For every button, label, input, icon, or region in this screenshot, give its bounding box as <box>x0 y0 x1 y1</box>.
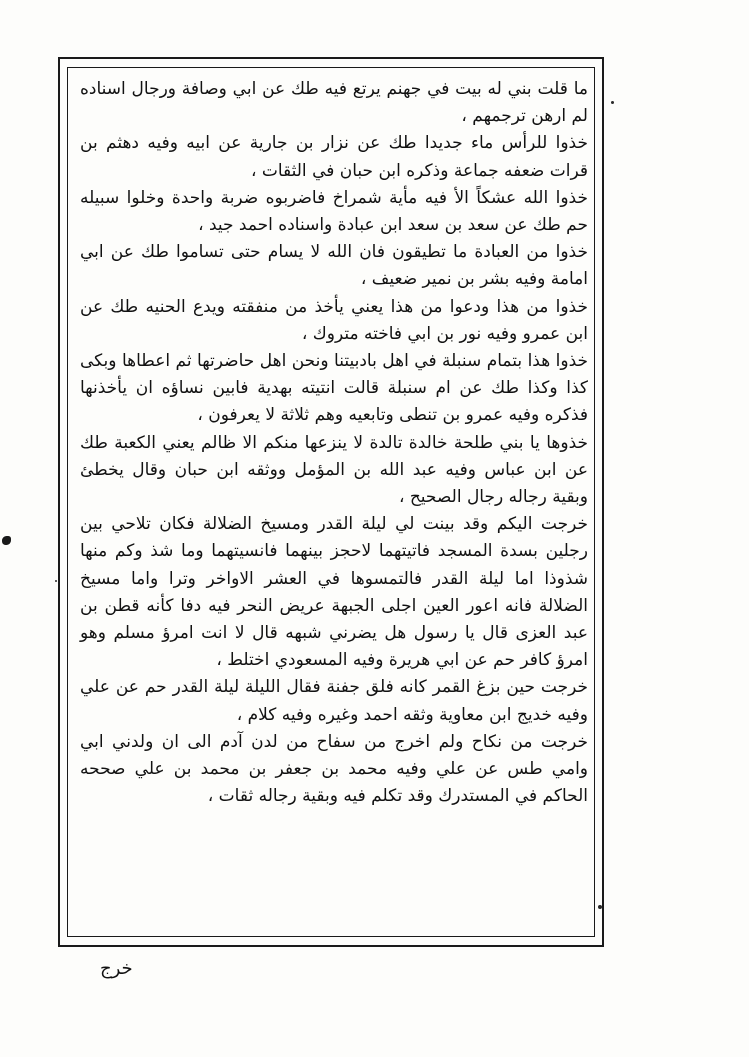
hadith-entry: ما قلت بني له بيت في جهنم يرتع فيه طك عن ابي وصافة ورجال اسناده لم ارهن ترجمهم ، <box>80 79 588 127</box>
hadith-entry: خرجت من نكاح ولم اخرج من سفاح من لدن آدم الى ان ولدني ابي وامي طس عن علي وفيه محمد بن جعفر بن محمد بن علي صححه الحاكم في المستدرك وقد تكلم فيه وبقية رجاله ثقات ، <box>80 731 588 807</box>
ink-speck <box>611 101 614 104</box>
margin-ink-mark <box>2 536 11 545</box>
ink-speck <box>55 580 57 582</box>
catchword: خرج <box>100 958 133 979</box>
hadith-entry: خرجت حين بزغ القمر كانه فلق جفنة فقال الليلة ليلة القدر حم عن علي وفيه خديج ابن معاوية وثقه احمد وغيره وفيه كلام ، <box>80 677 588 725</box>
hadith-entry: خذوها يا بني طلحة خالدة تالدة لا ينزعها منكم الا ظالم يعني الكعبة طك عن ابن عباس وفيه عبد الله بن المؤمل ووثقه ابن حبان وقال يخطئ وبقية رجاله رجال الصحيح ، <box>80 432 588 508</box>
hadith-entry: خذوا للرأس ماء جديدا طك عن نزار بن جارية عن ابيه وفيه دهثم بن قرات ضعفه جماعة وذكره ابن حبان في الثقات ، <box>80 133 588 181</box>
hadith-entry: خرجت اليكم وقد بينت لي ليلة القدر ومسيخ الضلالة فكان تلاحي بين رجلين بسدة المسجد فاتيتهما لاحجز بينهما فانسيتهما وما شذ وكم منها شذوذا اما ليلة القدر فالتمسوها في العشر الاواخر وترا واما مسيخ الضلالة فانه اعور العين اجلى الجبهة عريض النحر فيه دفا كأنه قطن بن عبد العزى قال يا رسول هل يضرني شبهه قال لا انت امرؤ مسلم وهو امرؤ كافر حم عن ابي هريرة وفيه المسعودي اختلط ، <box>80 514 588 671</box>
hadith-entry: خذوا من العبادة ما تطيقون فان الله لا يسام حتى تساموا طك عن ابي امامة وفيه بشر بن نمير ضعيف ، <box>80 242 588 290</box>
ink-speck <box>598 905 602 909</box>
hadith-entry: خذوا الله عشكاً الأ فيه مأية شمراخ فاضربوه ضربة واحدة وخلوا سبيله حم طك عن سعد بن سعد ابن عبادة واسناده احمد جيد ، <box>80 187 588 236</box>
hadith-entry: خذوا هذا بتمام سنبلة في اهل بادبيتنا ونحن اهل حاضرتها ثم اعطاها وبكى كذا وكذا طك عن ام سنبلة قالت انتيته بهدية فابين نساؤه ان يأخذنها فذكره وفيه عمرو بن تنطى وتابعيه وهم ثلاثة لا يعرفون ، <box>80 351 588 426</box>
hadith-entry: خذوا من هذا ودعوا من هذا يعني يأخذ من منفقته ويدع الحنيه طك عن ابن عمرو وفيه نور بن ابي فاخته متروك ، <box>80 296 588 344</box>
manuscript-text <box>80 76 588 810</box>
